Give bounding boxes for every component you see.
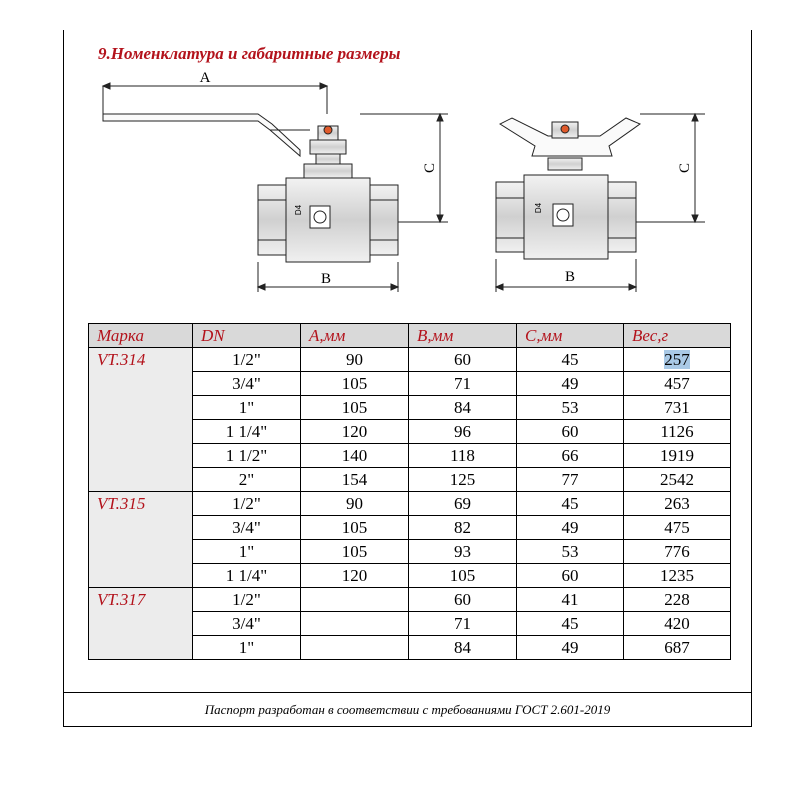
table-cell: 66 (517, 444, 624, 468)
table-cell: 45 (517, 612, 624, 636)
table-cell: 45 (517, 348, 624, 372)
table-cell: 49 (517, 372, 624, 396)
table-cell: 1235 (624, 564, 731, 588)
lever-valve-drawing (103, 83, 448, 292)
table-cell: 71 (409, 612, 517, 636)
frame-bottom-border (63, 726, 752, 727)
table-cell: 60 (409, 348, 517, 372)
table-cell: 60 (517, 564, 624, 588)
table-cell (301, 588, 409, 612)
table-cell: 84 (409, 636, 517, 660)
header-b: В,мм (409, 324, 517, 348)
valve-drawings (0, 0, 800, 320)
table-cell (301, 636, 409, 660)
table-cell: 154 (301, 468, 409, 492)
table-cell: 45 (517, 492, 624, 516)
brand-cell: VT.315 (89, 492, 193, 588)
table-cell: 96 (409, 420, 517, 444)
body-marking-right: D4 (534, 202, 543, 214)
table-cell: 1" (193, 636, 301, 660)
table-cell: 420 (624, 612, 731, 636)
table-cell: 687 (624, 636, 731, 660)
table-cell: 125 (409, 468, 517, 492)
table-cell: 776 (624, 540, 731, 564)
table-cell: 1/2" (193, 348, 301, 372)
table-cell: 105 (409, 564, 517, 588)
dim-label-c-right: C (677, 162, 693, 174)
header-weight: Вес,г (624, 324, 731, 348)
table-cell: 69 (409, 492, 517, 516)
table-cell: 228 (624, 588, 731, 612)
table-cell: 77 (517, 468, 624, 492)
table-cell: 1" (193, 396, 301, 420)
table-cell: 1/2" (193, 492, 301, 516)
table-cell: 60 (517, 420, 624, 444)
table-cell: 457 (624, 372, 731, 396)
table-cell: 53 (517, 540, 624, 564)
table-cell: 1126 (624, 420, 731, 444)
table-cell: 60 (409, 588, 517, 612)
table-cell: 90 (301, 348, 409, 372)
table-row (89, 348, 731, 372)
header-a: А,мм (301, 324, 409, 348)
dim-label-b-right: B (564, 269, 576, 285)
table-cell: 90 (301, 492, 409, 516)
selected-text: 257 (664, 350, 690, 369)
table-cell: 105 (301, 396, 409, 420)
table-cell: 1919 (624, 444, 731, 468)
dim-label-c-left: C (422, 162, 438, 174)
table-cell: 82 (409, 516, 517, 540)
table-row (89, 492, 731, 516)
table-cell: 3/4" (193, 612, 301, 636)
dim-label-b-left: B (320, 271, 332, 287)
table-cell: 118 (409, 444, 517, 468)
frame-separator (63, 692, 752, 693)
dimensions-table (88, 323, 731, 660)
section-heading: 9.Номенклатура и габаритные размеры (98, 44, 401, 63)
table-cell: 263 (624, 492, 731, 516)
table-cell: 53 (517, 396, 624, 420)
table-cell: 140 (301, 444, 409, 468)
table-cell: 3/4" (193, 372, 301, 396)
table-cell: 120 (301, 564, 409, 588)
table-cell: 105 (301, 516, 409, 540)
body-marking-left: D4 (294, 204, 303, 216)
header-c: С,мм (517, 324, 624, 348)
table-cell: 475 (624, 516, 731, 540)
table-row (89, 588, 731, 612)
table-cell: 41 (517, 588, 624, 612)
table-cell: 49 (517, 516, 624, 540)
dim-label-a: A (199, 70, 211, 86)
table-cell: 1/2" (193, 588, 301, 612)
brand-cell: VT.317 (89, 588, 193, 660)
table-cell: 84 (409, 396, 517, 420)
brand-cell: VT.314 (89, 348, 193, 492)
table-cell: 93 (409, 540, 517, 564)
table-cell: 1 1/4" (193, 420, 301, 444)
header-brand: Марка (89, 324, 193, 348)
table-cell: 731 (624, 396, 731, 420)
table-cell: 1 1/2" (193, 444, 301, 468)
table-cell: 3/4" (193, 516, 301, 540)
header-dn: DN (193, 324, 301, 348)
footer-note: Паспорт разработан в соответствии с требованиями ГОСТ 2.601-2019 (204, 702, 611, 717)
butterfly-valve-drawing (496, 114, 705, 292)
table-cell-selected (624, 348, 731, 372)
table-cell: 105 (301, 372, 409, 396)
table-cell: 2" (193, 468, 301, 492)
table-cell: 120 (301, 420, 409, 444)
table-header-row (89, 324, 731, 348)
table-cell: 2542 (624, 468, 731, 492)
table-cell: 49 (517, 636, 624, 660)
table-cell (301, 612, 409, 636)
table-cell: 1 1/4" (193, 564, 301, 588)
table-cell: 1" (193, 540, 301, 564)
table-cell: 71 (409, 372, 517, 396)
table-cell: 105 (301, 540, 409, 564)
